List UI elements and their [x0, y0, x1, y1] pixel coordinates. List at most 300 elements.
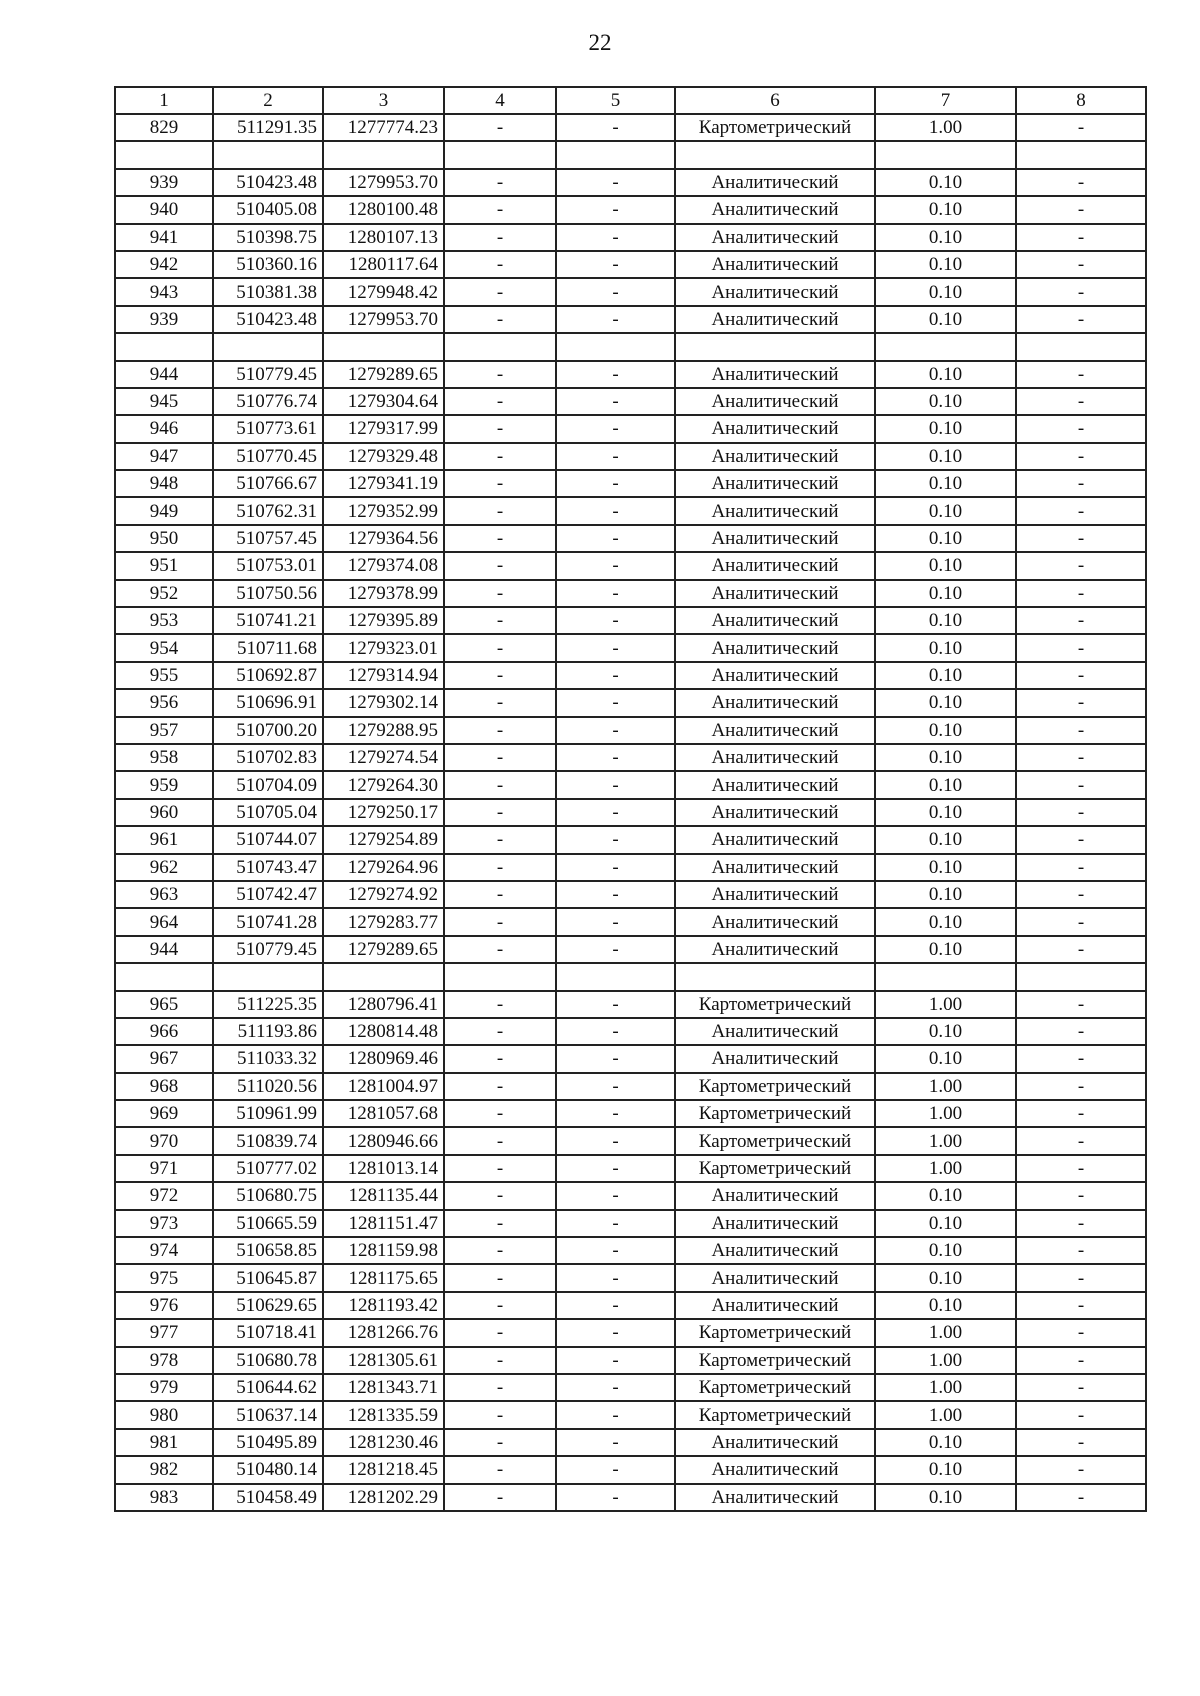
- cell-col-2: 510741.21: [213, 607, 323, 634]
- table-row: [115, 1210, 1146, 1237]
- table-row: [115, 224, 1146, 251]
- table-row: [115, 771, 1146, 798]
- cell-col-2: 510743.47: [213, 854, 323, 881]
- cell-col-8: -: [1016, 1182, 1146, 1209]
- cell-col-7: [875, 963, 1016, 990]
- cell-col-3: 1280100.48: [323, 196, 444, 223]
- table-row: [115, 854, 1146, 881]
- cell-col-2: 510757.45: [213, 525, 323, 552]
- cell-col-7: 0.10: [875, 388, 1016, 415]
- cell-col-5: -: [556, 169, 675, 196]
- cell-col-1: 939: [115, 306, 213, 333]
- cell-col-5: -: [556, 634, 675, 661]
- cell-col-4: -: [444, 689, 556, 716]
- cell-col-4: -: [444, 936, 556, 963]
- table-row: [115, 1401, 1146, 1428]
- cell-col-5: -: [556, 1018, 675, 1045]
- cell-col-6: Аналитический: [675, 799, 875, 826]
- cell-col-3: 1281193.42: [323, 1292, 444, 1319]
- cell-col-8: -: [1016, 525, 1146, 552]
- cell-col-3: 1279274.54: [323, 744, 444, 771]
- cell-col-7: 0.10: [875, 1429, 1016, 1456]
- cell-col-8: -: [1016, 826, 1146, 853]
- cell-col-4: -: [444, 881, 556, 908]
- cell-col-5: -: [556, 1155, 675, 1182]
- cell-col-4: -: [444, 908, 556, 935]
- cell-col-6: Аналитический: [675, 251, 875, 278]
- cell-col-7: 0.10: [875, 1264, 1016, 1291]
- table-row: [115, 936, 1146, 963]
- cell-col-5: -: [556, 908, 675, 935]
- cell-col-2: [213, 141, 323, 168]
- cell-col-5: -: [556, 1319, 675, 1346]
- cell-col-2: 510398.75: [213, 224, 323, 251]
- table-row: [115, 1319, 1146, 1346]
- cell-col-1: 940: [115, 196, 213, 223]
- cell-col-3: 1280969.46: [323, 1045, 444, 1072]
- cell-col-6: Картометрический: [675, 114, 875, 141]
- cell-col-6: [675, 963, 875, 990]
- cell-col-8: [1016, 963, 1146, 990]
- cell-col-1: 980: [115, 1401, 213, 1428]
- cell-col-3: 1279953.70: [323, 306, 444, 333]
- cell-col-4: -: [444, 1456, 556, 1483]
- cell-col-3: 1279364.56: [323, 525, 444, 552]
- cell-col-7: 1.00: [875, 1374, 1016, 1401]
- table-row: [115, 799, 1146, 826]
- cell-col-8: -: [1016, 607, 1146, 634]
- cell-col-3: 1277774.23: [323, 114, 444, 141]
- cell-col-6: Аналитический: [675, 306, 875, 333]
- table-row: [115, 114, 1146, 141]
- cell-col-6: Аналитический: [675, 717, 875, 744]
- table-row: [115, 826, 1146, 853]
- cell-col-8: -: [1016, 881, 1146, 908]
- cell-col-4: [444, 141, 556, 168]
- cell-col-2: 510629.65: [213, 1292, 323, 1319]
- cell-col-3: 1279302.14: [323, 689, 444, 716]
- cell-col-6: Аналитический: [675, 224, 875, 251]
- cell-col-7: 0.10: [875, 854, 1016, 881]
- cell-col-4: -: [444, 1127, 556, 1154]
- cell-col-6: Картометрический: [675, 1155, 875, 1182]
- cell-col-7: 0.10: [875, 634, 1016, 661]
- cell-col-6: Аналитический: [675, 1429, 875, 1456]
- cell-col-2: 510423.48: [213, 169, 323, 196]
- cell-col-5: -: [556, 278, 675, 305]
- cell-col-8: -: [1016, 1347, 1146, 1374]
- cell-col-7: 0.10: [875, 415, 1016, 442]
- cell-col-1: 950: [115, 525, 213, 552]
- cell-col-5: -: [556, 717, 675, 744]
- cell-col-7: 0.10: [875, 224, 1016, 251]
- cell-col-7: 0.10: [875, 580, 1016, 607]
- cell-col-7: 0.10: [875, 251, 1016, 278]
- cell-col-1: 976: [115, 1292, 213, 1319]
- cell-col-1: 981: [115, 1429, 213, 1456]
- table-row: [115, 1073, 1146, 1100]
- cell-col-5: -: [556, 771, 675, 798]
- cell-col-5: -: [556, 854, 675, 881]
- cell-col-7: 0.10: [875, 1484, 1016, 1511]
- cell-col-6: Аналитический: [675, 1264, 875, 1291]
- cell-col-7: 0.10: [875, 470, 1016, 497]
- cell-col-5: -: [556, 1374, 675, 1401]
- cell-col-3: 1280117.64: [323, 251, 444, 278]
- cell-col-2: 510360.16: [213, 251, 323, 278]
- column-header-5: 5: [556, 87, 675, 114]
- cell-col-2: 510742.47: [213, 881, 323, 908]
- cell-col-4: -: [444, 607, 556, 634]
- cell-col-2: 510779.45: [213, 361, 323, 388]
- cell-col-4: -: [444, 1319, 556, 1346]
- table-row: [115, 306, 1146, 333]
- cell-col-8: -: [1016, 196, 1146, 223]
- cell-col-3: 1279374.08: [323, 552, 444, 579]
- table-row: [115, 1237, 1146, 1264]
- cell-col-8: -: [1016, 552, 1146, 579]
- cell-col-2: 510495.89: [213, 1429, 323, 1456]
- cell-col-3: 1281218.45: [323, 1456, 444, 1483]
- cell-col-2: 510839.74: [213, 1127, 323, 1154]
- cell-col-1: 965: [115, 991, 213, 1018]
- cell-col-3: 1279317.99: [323, 415, 444, 442]
- table-row: [115, 1155, 1146, 1182]
- cell-col-4: -: [444, 388, 556, 415]
- cell-col-4: -: [444, 1155, 556, 1182]
- cell-col-8: -: [1016, 278, 1146, 305]
- cell-col-7: 0.10: [875, 826, 1016, 853]
- cell-col-7: 0.10: [875, 1456, 1016, 1483]
- cell-col-6: Аналитический: [675, 361, 875, 388]
- cell-col-4: -: [444, 1210, 556, 1237]
- table-row: [115, 415, 1146, 442]
- cell-col-2: 510680.75: [213, 1182, 323, 1209]
- cell-col-7: 1.00: [875, 1100, 1016, 1127]
- cell-col-4: -: [444, 1347, 556, 1374]
- cell-col-2: 510658.85: [213, 1237, 323, 1264]
- cell-col-7: 1.00: [875, 1127, 1016, 1154]
- cell-col-2: 510458.49: [213, 1484, 323, 1511]
- cell-col-1: 971: [115, 1155, 213, 1182]
- cell-col-5: -: [556, 1100, 675, 1127]
- cell-col-5: -: [556, 1484, 675, 1511]
- cell-col-7: 0.10: [875, 771, 1016, 798]
- cell-col-4: -: [444, 991, 556, 1018]
- table-row: [115, 251, 1146, 278]
- cell-col-8: -: [1016, 580, 1146, 607]
- table-row: [115, 1347, 1146, 1374]
- cell-col-2: 510637.14: [213, 1401, 323, 1428]
- column-header-2: 2: [213, 87, 323, 114]
- cell-col-8: -: [1016, 1264, 1146, 1291]
- cell-col-7: 0.10: [875, 497, 1016, 524]
- cell-col-5: -: [556, 470, 675, 497]
- cell-col-2: 510702.83: [213, 744, 323, 771]
- cell-col-5: -: [556, 1237, 675, 1264]
- cell-col-1: 959: [115, 771, 213, 798]
- cell-col-6: Аналитический: [675, 552, 875, 579]
- cell-col-7: 0.10: [875, 662, 1016, 689]
- cell-col-2: 510753.01: [213, 552, 323, 579]
- cell-col-4: -: [444, 634, 556, 661]
- cell-col-3: 1279254.89: [323, 826, 444, 853]
- cell-col-6: Аналитический: [675, 1237, 875, 1264]
- table-row: [115, 580, 1146, 607]
- cell-col-8: -: [1016, 689, 1146, 716]
- cell-col-2: 510762.31: [213, 497, 323, 524]
- table-row: [115, 1484, 1146, 1511]
- cell-col-8: -: [1016, 1210, 1146, 1237]
- cell-col-3: 1279289.65: [323, 936, 444, 963]
- cell-col-8: -: [1016, 361, 1146, 388]
- table-row: [115, 278, 1146, 305]
- cell-col-6: Аналитический: [675, 196, 875, 223]
- cell-col-2: [213, 333, 323, 360]
- cell-col-5: [556, 333, 675, 360]
- cell-col-4: -: [444, 771, 556, 798]
- cell-col-8: -: [1016, 1127, 1146, 1154]
- cell-col-2: 510680.78: [213, 1347, 323, 1374]
- table-row: [115, 388, 1146, 415]
- cell-col-7: 1.00: [875, 1155, 1016, 1182]
- cell-col-7: 0.10: [875, 552, 1016, 579]
- cell-col-4: -: [444, 361, 556, 388]
- cell-col-7: 0.10: [875, 306, 1016, 333]
- cell-col-1: 968: [115, 1073, 213, 1100]
- cell-col-1: 964: [115, 908, 213, 935]
- cell-col-7: 0.10: [875, 196, 1016, 223]
- cell-col-6: Аналитический: [675, 1045, 875, 1072]
- cell-col-4: -: [444, 278, 556, 305]
- cell-col-7: 0.10: [875, 881, 1016, 908]
- cell-col-4: -: [444, 443, 556, 470]
- table-row: [115, 1264, 1146, 1291]
- cell-col-5: -: [556, 744, 675, 771]
- cell-col-1: 977: [115, 1319, 213, 1346]
- cell-col-4: -: [444, 1484, 556, 1511]
- cell-col-3: 1281151.47: [323, 1210, 444, 1237]
- cell-col-5: -: [556, 1210, 675, 1237]
- cell-col-6: Аналитический: [675, 607, 875, 634]
- table-row: [115, 1018, 1146, 1045]
- cell-col-6: [675, 141, 875, 168]
- table-row: [115, 908, 1146, 935]
- column-header-7: 7: [875, 87, 1016, 114]
- cell-col-7: 0.10: [875, 1237, 1016, 1264]
- cell-col-6: Аналитический: [675, 497, 875, 524]
- cell-col-4: -: [444, 251, 556, 278]
- cell-col-8: -: [1016, 662, 1146, 689]
- cell-col-4: -: [444, 826, 556, 853]
- cell-col-1: 942: [115, 251, 213, 278]
- cell-col-6: Аналитический: [675, 1182, 875, 1209]
- cell-col-5: [556, 963, 675, 990]
- cell-col-3: 1279264.96: [323, 854, 444, 881]
- cell-col-2: 510770.45: [213, 443, 323, 470]
- cell-col-1: 958: [115, 744, 213, 771]
- cell-col-3: 1281305.61: [323, 1347, 444, 1374]
- cell-col-2: 510381.38: [213, 278, 323, 305]
- table-row: [115, 1182, 1146, 1209]
- cell-col-2: 510779.45: [213, 936, 323, 963]
- table-row: [115, 881, 1146, 908]
- cell-col-1: 945: [115, 388, 213, 415]
- cell-col-1: 967: [115, 1045, 213, 1072]
- cell-col-8: [1016, 141, 1146, 168]
- cell-col-1: 957: [115, 717, 213, 744]
- cell-col-6: Аналитический: [675, 771, 875, 798]
- cell-col-1: 982: [115, 1456, 213, 1483]
- cell-col-5: -: [556, 552, 675, 579]
- cell-col-3: 1281230.46: [323, 1429, 444, 1456]
- cell-col-1: 946: [115, 415, 213, 442]
- cell-col-1: [115, 141, 213, 168]
- cell-col-4: -: [444, 854, 556, 881]
- cell-col-8: -: [1016, 1155, 1146, 1182]
- cell-col-1: 948: [115, 470, 213, 497]
- cell-col-8: -: [1016, 1401, 1146, 1428]
- cell-col-7: 0.10: [875, 1018, 1016, 1045]
- cell-col-1: 961: [115, 826, 213, 853]
- cell-col-8: -: [1016, 1484, 1146, 1511]
- cell-col-1: 963: [115, 881, 213, 908]
- cell-col-7: 0.10: [875, 278, 1016, 305]
- cell-col-3: 1281159.98: [323, 1237, 444, 1264]
- column-header-3: 3: [323, 87, 444, 114]
- cell-col-6: Аналитический: [675, 1210, 875, 1237]
- cell-col-5: -: [556, 1347, 675, 1374]
- table-row: [115, 443, 1146, 470]
- cell-col-4: -: [444, 525, 556, 552]
- column-header-6: 6: [675, 87, 875, 114]
- cell-col-5: -: [556, 1127, 675, 1154]
- cell-col-2: [213, 963, 323, 990]
- cell-col-5: -: [556, 1292, 675, 1319]
- cell-col-2: 510665.59: [213, 1210, 323, 1237]
- cell-col-7: 0.10: [875, 1292, 1016, 1319]
- cell-col-4: -: [444, 1045, 556, 1072]
- cell-col-4: [444, 333, 556, 360]
- cell-col-5: -: [556, 936, 675, 963]
- cell-col-3: [323, 963, 444, 990]
- cell-col-1: 951: [115, 552, 213, 579]
- cell-col-7: 0.10: [875, 717, 1016, 744]
- cell-col-4: -: [444, 1292, 556, 1319]
- cell-col-7: 0.10: [875, 1210, 1016, 1237]
- cell-col-7: 1.00: [875, 1347, 1016, 1374]
- cell-col-3: 1279288.95: [323, 717, 444, 744]
- cell-col-5: -: [556, 799, 675, 826]
- cell-col-1: 947: [115, 443, 213, 470]
- cell-col-6: Картометрический: [675, 1347, 875, 1374]
- cell-col-7: 1.00: [875, 114, 1016, 141]
- table-row: [115, 552, 1146, 579]
- cell-col-8: -: [1016, 1319, 1146, 1346]
- cell-col-4: -: [444, 1237, 556, 1264]
- cell-col-6: Аналитический: [675, 744, 875, 771]
- cell-col-1: 972: [115, 1182, 213, 1209]
- cell-col-1: 960: [115, 799, 213, 826]
- cell-col-5: -: [556, 251, 675, 278]
- cell-col-8: -: [1016, 1018, 1146, 1045]
- cell-col-3: [323, 141, 444, 168]
- cell-col-4: -: [444, 306, 556, 333]
- cell-col-1: 978: [115, 1347, 213, 1374]
- cell-col-3: 1281135.44: [323, 1182, 444, 1209]
- table-row: [115, 470, 1146, 497]
- table-row: [115, 1292, 1146, 1319]
- cell-col-7: [875, 141, 1016, 168]
- cell-col-4: -: [444, 799, 556, 826]
- cell-col-5: -: [556, 196, 675, 223]
- cell-col-3: 1279341.19: [323, 470, 444, 497]
- cell-col-4: -: [444, 1100, 556, 1127]
- cell-col-3: 1280946.66: [323, 1127, 444, 1154]
- cell-col-8: -: [1016, 415, 1146, 442]
- cell-col-5: -: [556, 1073, 675, 1100]
- cell-col-6: Картометрический: [675, 1401, 875, 1428]
- cell-col-7: 0.10: [875, 936, 1016, 963]
- cell-col-8: -: [1016, 936, 1146, 963]
- cell-col-4: -: [444, 1073, 556, 1100]
- cell-col-6: Аналитический: [675, 936, 875, 963]
- cell-col-2: 511033.32: [213, 1045, 323, 1072]
- cell-col-7: 1.00: [875, 991, 1016, 1018]
- cell-col-6: [675, 333, 875, 360]
- cell-col-1: 979: [115, 1374, 213, 1401]
- cell-col-4: -: [444, 415, 556, 442]
- cell-col-8: -: [1016, 1374, 1146, 1401]
- cell-col-8: -: [1016, 991, 1146, 1018]
- cell-col-3: 1279250.17: [323, 799, 444, 826]
- cell-col-3: 1279314.94: [323, 662, 444, 689]
- cell-col-4: -: [444, 662, 556, 689]
- cell-col-6: Аналитический: [675, 278, 875, 305]
- cell-col-3: 1279283.77: [323, 908, 444, 935]
- cell-col-1: 953: [115, 607, 213, 634]
- cell-col-7: 0.10: [875, 169, 1016, 196]
- cell-col-2: 511193.86: [213, 1018, 323, 1045]
- cell-col-1: 962: [115, 854, 213, 881]
- cell-col-1: 952: [115, 580, 213, 607]
- cell-col-2: 510644.62: [213, 1374, 323, 1401]
- cell-col-7: 0.10: [875, 908, 1016, 935]
- cell-col-2: 510480.14: [213, 1456, 323, 1483]
- cell-col-1: 944: [115, 936, 213, 963]
- cell-col-6: Картометрический: [675, 1127, 875, 1154]
- cell-col-5: -: [556, 361, 675, 388]
- cell-col-6: Аналитический: [675, 826, 875, 853]
- cell-col-2: 510961.99: [213, 1100, 323, 1127]
- cell-col-1: [115, 333, 213, 360]
- cell-col-7: 0.10: [875, 1045, 1016, 1072]
- cell-col-3: 1280796.41: [323, 991, 444, 1018]
- cell-col-1: 944: [115, 361, 213, 388]
- cell-col-2: 510766.67: [213, 470, 323, 497]
- column-header-1: 1: [115, 87, 213, 114]
- cell-col-6: Аналитический: [675, 689, 875, 716]
- cell-col-8: -: [1016, 443, 1146, 470]
- cell-col-6: Аналитический: [675, 1456, 875, 1483]
- cell-col-3: 1281202.29: [323, 1484, 444, 1511]
- cell-col-5: -: [556, 388, 675, 415]
- cell-col-6: Картометрический: [675, 1374, 875, 1401]
- cell-col-3: [323, 333, 444, 360]
- cell-col-6: Аналитический: [675, 415, 875, 442]
- cell-col-1: 939: [115, 169, 213, 196]
- cell-col-6: Аналитический: [675, 525, 875, 552]
